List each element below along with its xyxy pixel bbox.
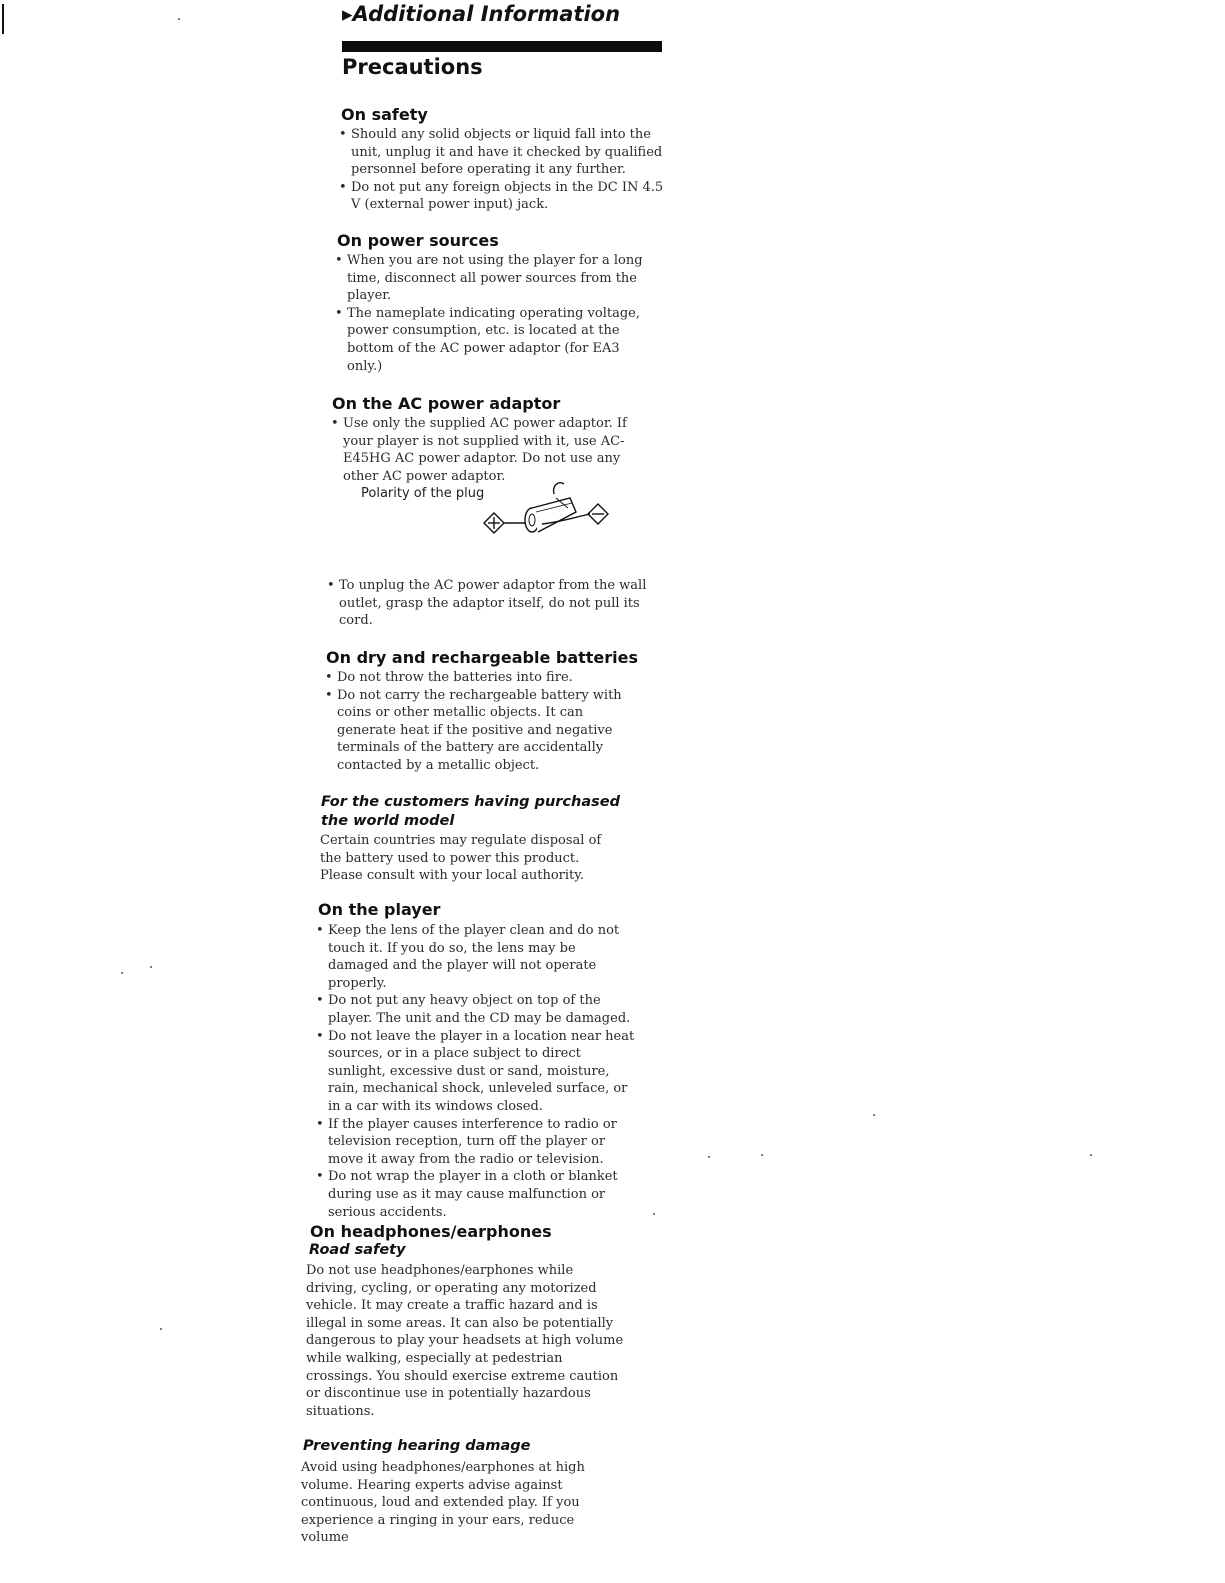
list-item: • Do not put any heavy object on top of the player. The unit and the CD may be damaged.: [316, 992, 638, 1027]
list-item: • The nameplate indicating operating voltage, power consumption, etc. is located at the bottom of the AC power adaptor (for EA3 only.): [335, 305, 645, 375]
scan-speck: [150, 966, 152, 968]
section-heading-safety: On safety: [341, 105, 428, 124]
running-header: [342, 2, 620, 26]
ac-adaptor-list-2: [327, 577, 652, 630]
scan-speck: [873, 1114, 875, 1116]
section-heading-world-model: For the customers having purchased the world model: [321, 794, 620, 829]
page-title: Precautions: [342, 55, 483, 79]
scan-speck: [121, 972, 123, 974]
list-item: • Do not put any foreign objects in the DC IN 4.5 V (external power input) jack.: [339, 179, 664, 214]
paragraph: Certain countries may regulate disposal of the battery used to power this product.: [320, 833, 602, 866]
list-item: • Do not throw the batteries into fire.: [325, 669, 625, 687]
polarity-caption: Polarity of the plug: [361, 486, 485, 501]
header-rule: [342, 41, 662, 52]
section-heading-player: On the player: [318, 900, 441, 919]
road-safety-text: Do not use headphones/earphones while driving, cycling, or operating any motorized vehicle. It may create a traffic hazard and is illegal in some areas. It can also be potentially dangerous to play your headsets at high volume while walking, especially at pedestrian crossings. You should exercise extreme caution or discontinue use in potentially hazardous situations.: [306, 1263, 624, 1419]
section-heading-batteries: On dry and rechargeable batteries: [326, 648, 639, 667]
batteries-list: [325, 669, 625, 775]
world-model-text: [320, 832, 625, 885]
paragraph: Please consult with your local authority.: [320, 868, 584, 884]
header-arrow-icon: ▸: [342, 2, 353, 26]
scan-speck: [178, 18, 180, 20]
list-item: • If the player causes interference to radio or television reception, turn off the player or move it away from the radio or television.: [316, 1116, 638, 1169]
subheading-hearing-damage: Preventing hearing damage: [303, 1438, 531, 1454]
plug-polarity-diagram: [480, 478, 615, 540]
section-heading-headphones: On headphones/earphones: [310, 1222, 552, 1241]
negative-terminal-icon: [588, 504, 608, 524]
list-item: • To unplug the AC power adaptor from the wall outlet, grasp the adaptor itself, do not pull its cord.: [327, 577, 652, 630]
plug-icon: [525, 483, 576, 532]
scan-speck: [761, 1154, 763, 1156]
list-item: • Do not leave the player in a location near heat sources, or in a place subject to direct sunlight, excessive dust or sand, moisture, rain, mechanical shock, unleveled surface, or in a car with its windows closed.: [316, 1028, 638, 1116]
hearing-damage-text: Avoid using headphones/earphones at high volume. Hearing experts advise against continuous, loud and extended play. If you experience a ringing in your ears, reduce volume: [301, 1460, 585, 1546]
list-item: • Do not wrap the player in a cloth or blanket during use as it may cause malfunction or serious accidents.: [316, 1168, 638, 1221]
scan-speck: [160, 1328, 162, 1330]
scan-speck: [708, 1156, 710, 1158]
list-item: • When you are not using the player for a long time, disconnect all power sources from the player.: [335, 252, 645, 305]
scan-speck: [653, 1213, 655, 1215]
power-list: [335, 252, 645, 375]
section-heading-power: On power sources: [337, 231, 499, 250]
scan-edge-line: [2, 4, 4, 34]
section-heading-ac-adaptor: On the AC power adaptor: [332, 394, 561, 413]
list-item: • Should any solid objects or liquid fall into the unit, unplug it and have it checked by qualified personnel before operating it any further.: [339, 126, 664, 179]
positive-terminal-icon: [484, 513, 504, 533]
ac-adaptor-list-1: [331, 415, 636, 485]
player-list: [316, 922, 638, 1221]
safety-list: [339, 126, 664, 214]
list-item: • Do not carry the rechargeable battery with coins or other metallic objects. It can generate heat if the positive and negative terminals of the battery are accidentally contacted by a metallic object.: [325, 687, 625, 775]
scan-speck: [1090, 1154, 1092, 1156]
list-item: • Use only the supplied AC power adaptor. If your player is not supplied with it, use AC-E45HG AC power adaptor. Do not use any other AC power adaptor.: [331, 415, 636, 485]
list-item: • Keep the lens of the player clean and do not touch it. If you do so, the lens may be damaged and the player will not operate properly.: [316, 922, 638, 992]
header-title: Additional Information: [352, 2, 621, 26]
subheading-road-safety: Road safety: [309, 1242, 406, 1258]
